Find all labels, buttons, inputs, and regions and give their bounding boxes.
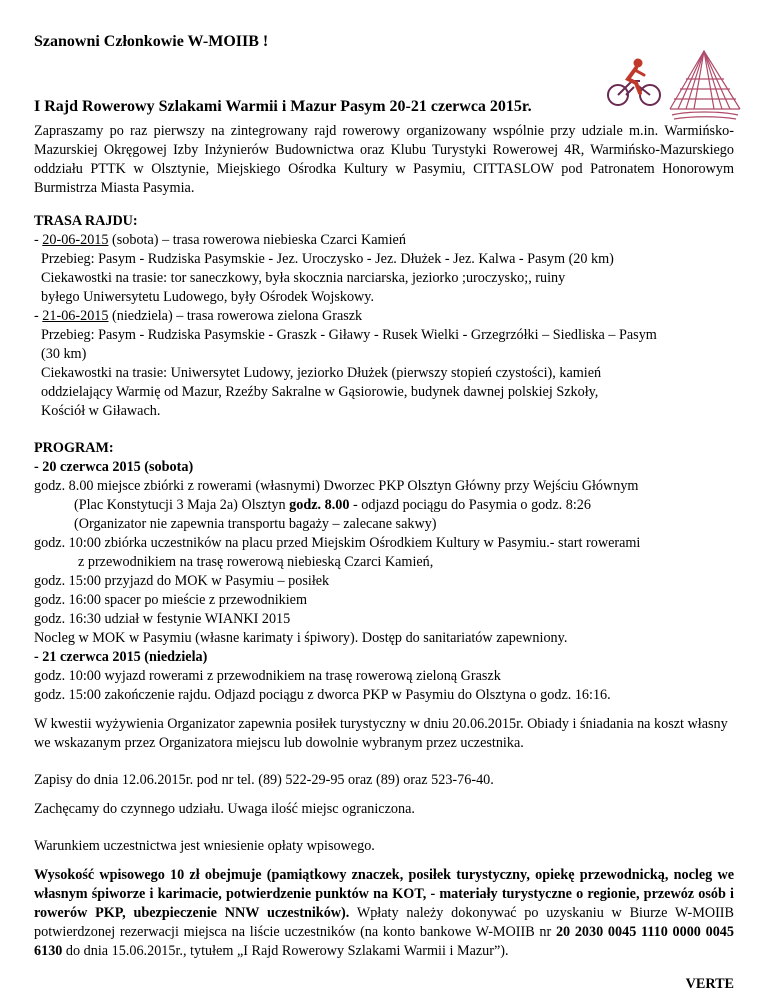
route-day2-przebieg-cont: (30 km): [41, 346, 87, 362]
catering-paragraph: W kwestii wyżywienia Organizator zapewnia posiłek turystyczny w dniu 20.06.2015r. Obiady i śniadania na koszt własny we wskazanym przez Organizatora miejscu lub dowolnie wybranym przez uczestnika.: [34, 716, 728, 751]
greeting: Szanowni Członkowie W-MOIIB !: [34, 33, 269, 50]
document-page: [34, 22, 734, 994]
route-day2-ciekawostki-cont: oddzielający Warmię od Mazur, Rzeźby Sakralne w Gąsiorowie, budynek dawnej polskiej Szkoły,: [41, 384, 599, 400]
program-item: godz. 15:00 przyjazd do MOK w Pasymiu – posiłek: [34, 573, 330, 589]
route-day2-line: - 21-06-2015 (niedziela) – trasa rowerowa zielona Graszk: [34, 308, 363, 324]
route-day1-ciekawostki-cont: byłego Uniwersytetu Ludowego, były Ośrodek Wojskowy.: [41, 289, 375, 305]
program-item: godz. 15:00 zakończenie rajdu. Odjazd pociągu z dworca PKP w Pasymiu do Olsztyna o godz. 16:16.: [34, 687, 611, 703]
program-item: Nocleg w MOK w Pasymiu (własne karimaty i śpiwory). Dostęp do sanitariatów zapewniony.: [34, 630, 568, 646]
condition-paragraph: Warunkiem uczestnictwa jest wniesienie opłaty wpisowego.: [34, 838, 375, 854]
program-item: godz. 16:30 udział w festynie WIANKI 2015: [34, 611, 291, 627]
program-item: godz. 10:00 zbiórka uczestników na placu przed Miejskim Ośrodkiem Kultury w Pasymiu.- start rowerami: [34, 535, 641, 551]
program-day2-heading: - 21 czerwca 2015 (niedziela): [34, 649, 208, 665]
route-day1-date: 20-06-2015: [42, 232, 109, 248]
program-item-cont: (Plac Konstytucji 3 Maja 2a) Olsztyn godz. 8.00 - odjazd pociągu do Pasymia o godz. 8:26: [74, 497, 591, 513]
program-heading: PROGRAM:: [34, 440, 114, 456]
verte-label: VERTE: [685, 976, 734, 992]
encouragement-paragraph: Zachęcamy do czynnego udziału. Uwaga ilość miejsc ograniczona.: [34, 801, 415, 817]
registration-paragraph: Zapisy do dnia 12.06.2015r. pod nr tel. (89) 522-29-95 oraz (89) oraz 523-76-40.: [34, 772, 494, 788]
route-day2-ciekawostki-end: Kościół w Giławach.: [41, 403, 161, 419]
program-item: godz. 10:00 wyjazd rowerami z przewodnikiem na trasę rowerową zieloną Graszk: [34, 668, 501, 684]
event-title: I Rajd Rowerowy Szlakami Warmii i Mazur Pasym 20-21 czerwca 2015r.: [34, 98, 532, 115]
intro-paragraph: Zapraszamy po raz pierwszy na zintegrowany rajd rowerowy organizowany wspólnie przy udziale m.in. Warmińsko-Mazurskiej Okręgowej Izby Inżynierów Budownictwa oraz Klubu Turystyki Rowerowej 4R, Warmińsko-Mazurskiego oddziału PTTK w Olsztynie, Miejskiego Ośrodka Kultury w Pasymiu, CITTASLOW pod Patronatem Honorowym Burmistrza Miasta Pasymia.: [34, 123, 734, 196]
program-item: godz. 8.00 miejsce zbiórki z rowerami (własnymi) Dworzec PKP Olsztyn Główny przy Wejściu Głównym: [34, 478, 639, 494]
route-day1-ciekawostki: Ciekawostki na trasie: tor saneczkowy, była skocznia narciarska, jeziorko ;uroczysko;, ruiny: [41, 270, 566, 286]
fee-paragraph: Wysokość wpisowego 10 zł obejmuje (pamiątkowy znaczek, posiłek turystyczny, opiekę przewodnicką, nocleg we własnym śpiworze i karimacie, potwierdzenie punktów na KOT, - materiały turystyczne o regionie, przewóz osób i rowerów PKP, ubezpieczenie NNW uczestników). Wpłaty należy dokonywać po uzyskaniu w Biurze W-MOIIB potwierdzonej rezerwacji miejsca na liście uczestników (na konto bankowe W-MOIIB nr 20 2030 0045 1110 0000 0045 6130 do dnia 15.06.2015r., tytułem „I Rajd Rowerowy Szlakami Warmii i Mazur”).: [34, 867, 734, 959]
program-item-note: (Organizator nie zapewnia transportu bagaży – zalecane sakwy): [74, 516, 437, 532]
route-day1-line: - 20-06-2015 (sobota) – trasa rowerowa niebieska Czarci Kamień: [34, 232, 406, 248]
route-heading: TRASA RAJDU:: [34, 213, 138, 229]
route-day2-date: 21-06-2015: [42, 308, 109, 324]
program-item: godz. 16:00 spacer po mieście z przewodnikiem: [34, 592, 308, 608]
bank-account: 20 2030 0045 1110 0000 0045 6130: [34, 924, 734, 959]
route-day1-przebieg: Przebieg: Pasym - Rudziska Pasymskie - Jez. Uroczysko - Jez. Dłużek - Jez. Kalwa - Pasym (20 km): [41, 251, 614, 267]
route-day2-przebieg: Przebieg: Pasym - Rudziska Pasymskie - Graszk - Giławy - Rusek Wielki - Grzegrzółki – Siedliska – Pasym: [41, 327, 657, 343]
route-day2-ciekawostki: Ciekawostki na trasie: Uniwersytet Ludowy, jeziorko Dłużek (pierwszy stopień czystości), kamień: [41, 365, 602, 381]
program-day1-heading: - 20 czerwca 2015 (sobota): [34, 459, 194, 475]
program-item-cont: z przewodnikiem na trasę rowerową niebieską Czarci Kamień,: [78, 554, 434, 570]
